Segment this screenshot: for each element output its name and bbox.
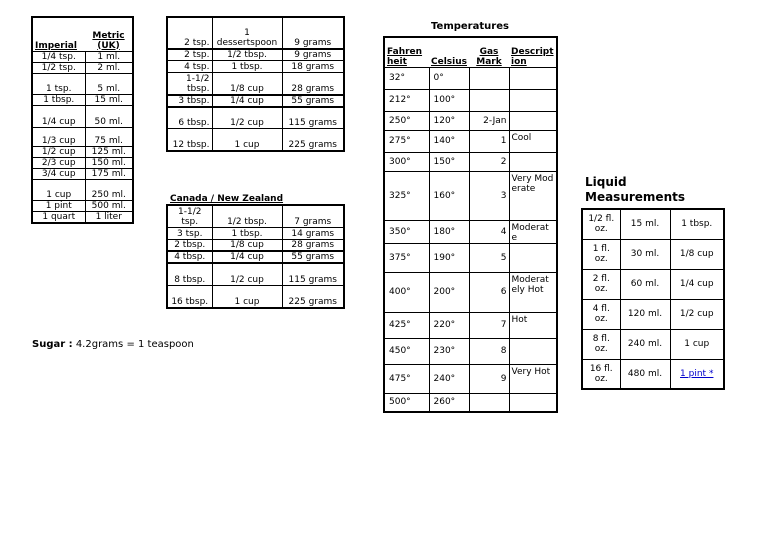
spoons-cell: 1 tbsp. — [212, 61, 282, 73]
imperial-cell: 2/3 cup — [32, 157, 85, 168]
description-cell — [509, 67, 557, 89]
spoons-cell: 18 grams — [282, 61, 344, 73]
metric-cell: 500 ml. — [85, 200, 133, 211]
gas-mark-cell: 3 — [469, 171, 509, 220]
gas-mark-cell: 9 — [469, 364, 509, 393]
table-row — [32, 211, 133, 223]
metric-cell: 50 ml. — [85, 105, 133, 127]
table-row — [384, 111, 557, 130]
metric-cell: 1 ml. — [85, 51, 133, 62]
fahrenheit-cell: 32° — [384, 67, 429, 89]
table-row — [384, 393, 557, 412]
table-row — [167, 73, 344, 95]
spoons-cell: 28 grams — [282, 73, 344, 95]
imperial-cell: 1 tbsp. — [32, 94, 85, 105]
celsius-cell: 0° — [429, 67, 469, 89]
imperial-cell: 1 pint — [32, 200, 85, 211]
table-row — [167, 227, 344, 239]
ml-cell: 120 ml. — [620, 299, 670, 329]
gas-mark-cell: 6 — [469, 272, 509, 312]
fahrenheit-cell: 250° — [384, 111, 429, 130]
canada-cell: 55 grams — [282, 251, 344, 263]
table-row — [32, 157, 133, 168]
canada-table — [166, 204, 345, 309]
canada-cell: 28 grams — [282, 239, 344, 251]
table-row — [582, 359, 724, 389]
spoons-cell: 12 tbsp. — [167, 129, 212, 151]
table-row — [582, 239, 724, 269]
header-celsius: Celsius — [429, 37, 469, 67]
cup-cell: 1 cup — [670, 329, 724, 359]
cup-cell: 1/2 cup — [670, 299, 724, 329]
table-row — [167, 263, 344, 286]
table-row — [384, 220, 557, 243]
fl-oz-cell: 8 fl. oz. — [582, 329, 620, 359]
fl-oz-cell: 1/2 fl. oz. — [582, 209, 620, 239]
imperial-cell: 1 cup — [32, 179, 85, 200]
ml-cell: 480 ml. — [620, 359, 670, 389]
imperial-cell: 3/4 cup — [32, 168, 85, 179]
description-cell — [509, 152, 557, 171]
canada-cell: 1 tbsp. — [212, 227, 282, 239]
fahrenheit-cell: 375° — [384, 243, 429, 272]
temperatures-title: Temperatures — [431, 21, 509, 32]
liquid-table — [581, 208, 725, 390]
metric-cell: 250 ml. — [85, 179, 133, 200]
fl-oz-cell: 2 fl. oz. — [582, 269, 620, 299]
canada-cell: 225 grams — [282, 286, 344, 308]
metric-cell: 1 liter — [85, 211, 133, 223]
canada-cell: 1/2 tbsp. — [212, 205, 282, 227]
spoons-cell: 1 dessertspoon — [212, 17, 282, 49]
canada-cell: 7 grams — [282, 205, 344, 227]
description-cell — [509, 393, 557, 412]
ml-cell: 240 ml. — [620, 329, 670, 359]
ml-cell: 15 ml. — [620, 209, 670, 239]
header-metric: Metric (UK) — [85, 17, 133, 51]
fl-oz-cell: 1 fl. oz. — [582, 239, 620, 269]
ml-cell: 30 ml. — [620, 239, 670, 269]
fahrenheit-cell: 325° — [384, 171, 429, 220]
table-row — [167, 95, 344, 107]
table-row — [384, 89, 557, 111]
spoons-cell: 1-1/2 tbsp. — [167, 73, 212, 95]
table-row — [384, 130, 557, 152]
spoons-cell: 9 grams — [282, 17, 344, 49]
spoons-cell: 9 grams — [282, 49, 344, 61]
table-row — [384, 67, 557, 89]
canada-cell: 1/8 cup — [212, 239, 282, 251]
spoons-table — [166, 16, 345, 152]
table-row — [167, 286, 344, 308]
imperial-cell: 1 tsp. — [32, 73, 85, 94]
description-cell — [509, 338, 557, 364]
sugar-note — [32, 339, 194, 350]
table-row — [167, 61, 344, 73]
table-row — [384, 338, 557, 364]
spoons-cell: 3 tbsp. — [167, 95, 212, 107]
description-cell: Moderately Hot — [509, 272, 557, 312]
celsius-cell: 230° — [429, 338, 469, 364]
gas-mark-cell: 8 — [469, 338, 509, 364]
table-row — [582, 209, 724, 239]
fahrenheit-cell: 212° — [384, 89, 429, 111]
fahrenheit-cell: 400° — [384, 272, 429, 312]
description-cell — [509, 111, 557, 130]
fl-oz-cell: 16 fl. oz. — [582, 359, 620, 389]
description-cell: Moderate — [509, 220, 557, 243]
fahrenheit-cell: 350° — [384, 220, 429, 243]
metric-cell: 5 ml. — [85, 73, 133, 94]
table-row — [32, 200, 133, 211]
table-header-row — [32, 17, 133, 51]
metric-cell: 125 ml. — [85, 146, 133, 157]
table-row — [167, 129, 344, 151]
description-cell: Cool — [509, 130, 557, 152]
cup-cell: 1 tbsp. — [670, 209, 724, 239]
celsius-cell: 260° — [429, 393, 469, 412]
gas-mark-cell: 5 — [469, 243, 509, 272]
canada-cell: 1-1/2 tsp. — [167, 205, 212, 227]
table-row — [32, 127, 133, 146]
table-row — [32, 51, 133, 62]
gas-mark-cell: 7 — [469, 312, 509, 338]
table-header-row — [384, 37, 557, 67]
celsius-cell: 140° — [429, 130, 469, 152]
description-cell — [509, 89, 557, 111]
table-row — [32, 94, 133, 105]
description-cell: Very Hot — [509, 364, 557, 393]
fahrenheit-cell: 450° — [384, 338, 429, 364]
gas-mark-cell: 4 — [469, 220, 509, 243]
pint-link[interactable]: 1 pint * — [680, 368, 714, 379]
table-row — [384, 272, 557, 312]
metric-cell: 175 ml. — [85, 168, 133, 179]
spoons-cell: 1 cup — [212, 129, 282, 151]
table-row — [32, 73, 133, 94]
gas-mark-cell: 2-Jan — [469, 111, 509, 130]
cup-cell: 1/4 cup — [670, 269, 724, 299]
fl-oz-cell: 4 fl. oz. — [582, 299, 620, 329]
spoons-cell: 2 tsp. — [167, 17, 212, 49]
fahrenheit-cell: 475° — [384, 364, 429, 393]
spoons-cell: 1/8 cup — [212, 73, 282, 95]
canada-cell: 115 grams — [282, 263, 344, 286]
spoons-cell: 225 grams — [282, 129, 344, 151]
liquid-title: Liquid Measurements — [585, 175, 685, 204]
temperatures-table — [383, 36, 558, 413]
imperial-cell: 1/4 cup — [32, 105, 85, 127]
celsius-cell: 180° — [429, 220, 469, 243]
metric-cell: 2 ml. — [85, 62, 133, 73]
table-row — [167, 49, 344, 61]
canada-cell: 8 tbsp. — [167, 263, 212, 286]
table-row — [32, 62, 133, 73]
spoons-cell: 2 tsp. — [167, 49, 212, 61]
canada-cell: 1/4 cup — [212, 251, 282, 263]
sugar-text: 4.2grams = 1 teaspoon — [72, 339, 194, 350]
cup-cell — [670, 359, 724, 389]
fahrenheit-cell: 275° — [384, 130, 429, 152]
imperial-cell: 1/2 tsp. — [32, 62, 85, 73]
cup-cell: 1/8 cup — [670, 239, 724, 269]
table-row — [384, 171, 557, 220]
imperial-cell: 1/4 tsp. — [32, 51, 85, 62]
imperial-cell: 1 quart — [32, 211, 85, 223]
celsius-cell: 120° — [429, 111, 469, 130]
metric-cell: 150 ml. — [85, 157, 133, 168]
table-row — [32, 179, 133, 200]
header-gas-mark: Gas Mark — [469, 37, 509, 67]
celsius-cell: 200° — [429, 272, 469, 312]
canada-cell: 1 cup — [212, 286, 282, 308]
spoons-cell: 115 grams — [282, 107, 344, 129]
table-row — [582, 299, 724, 329]
description-cell — [509, 243, 557, 272]
spoons-cell: 1/4 cup — [212, 95, 282, 107]
spoons-cell: 1/2 tbsp. — [212, 49, 282, 61]
table-row — [32, 105, 133, 127]
description-cell: Hot — [509, 312, 557, 338]
celsius-cell: 220° — [429, 312, 469, 338]
header-fahrenheit: Fahrenheit — [384, 37, 429, 67]
spoons-cell: 55 grams — [282, 95, 344, 107]
celsius-cell: 240° — [429, 364, 469, 393]
canada-cell: 1/2 cup — [212, 263, 282, 286]
table-row — [384, 152, 557, 171]
gas-mark-cell — [469, 89, 509, 111]
table-row — [582, 269, 724, 299]
header-description: Description — [509, 37, 557, 67]
table-row — [384, 243, 557, 272]
table-row — [167, 239, 344, 251]
spoons-cell: 6 tbsp. — [167, 107, 212, 129]
table-row — [167, 251, 344, 263]
gas-mark-cell — [469, 67, 509, 89]
description-cell: Very Moderate — [509, 171, 557, 220]
table-row — [167, 17, 344, 49]
metric-cell: 75 ml. — [85, 127, 133, 146]
canada-cell: 14 grams — [282, 227, 344, 239]
fahrenheit-cell: 300° — [384, 152, 429, 171]
gas-mark-cell: 2 — [469, 152, 509, 171]
canada-cell: 16 tbsp. — [167, 286, 212, 308]
table-row — [32, 146, 133, 157]
celsius-cell: 100° — [429, 89, 469, 111]
metric-cell: 15 ml. — [85, 94, 133, 105]
sugar-label: Sugar : — [32, 339, 73, 350]
table-row — [384, 312, 557, 338]
canada-title: Canada / New Zealand — [170, 194, 284, 204]
table-row — [32, 168, 133, 179]
ml-cell: 60 ml. — [620, 269, 670, 299]
canada-cell: 4 tbsp. — [167, 251, 212, 263]
fahrenheit-cell: 500° — [384, 393, 429, 412]
imperial-cell: 1/2 cup — [32, 146, 85, 157]
imperial-metric-table — [31, 16, 134, 224]
celsius-cell: 150° — [429, 152, 469, 171]
canada-cell: 2 tbsp. — [167, 239, 212, 251]
table-row — [582, 329, 724, 359]
spoons-cell: 4 tsp. — [167, 61, 212, 73]
canada-cell: 3 tsp. — [167, 227, 212, 239]
table-row — [167, 107, 344, 129]
table-row — [384, 364, 557, 393]
gas-mark-cell: 1 — [469, 130, 509, 152]
spoons-cell: 1/2 cup — [212, 107, 282, 129]
imperial-cell: 1/3 cup — [32, 127, 85, 146]
celsius-cell: 190° — [429, 243, 469, 272]
gas-mark-cell — [469, 393, 509, 412]
fahrenheit-cell: 425° — [384, 312, 429, 338]
header-imperial: Imperial — [32, 17, 85, 51]
table-row — [167, 205, 344, 227]
celsius-cell: 160° — [429, 171, 469, 220]
